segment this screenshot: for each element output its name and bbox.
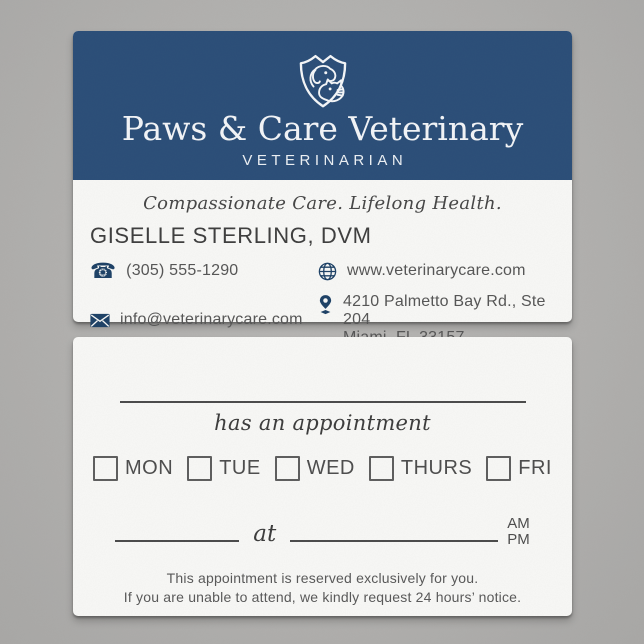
day-label-tue: TUE	[219, 457, 261, 479]
day-item-tue	[187, 456, 261, 481]
shield-dog-cat-icon	[293, 51, 353, 111]
business-card-back	[73, 337, 572, 616]
day-label-fri: FRI	[518, 457, 552, 479]
phone-row	[90, 261, 318, 281]
day-checkbox-thurs	[369, 456, 394, 481]
day-item-mon	[93, 456, 173, 481]
appointment-text: has an appointment	[214, 411, 431, 435]
address-line-1: 4210 Palmetto Bay Rd., Ste 204	[343, 293, 546, 328]
note-line-1: This appointment is reserved exclusively for you.	[166, 570, 479, 586]
note-line-2: If you are unable to attend, we kindly request 24 hours’ notice.	[123, 589, 522, 605]
envelope-icon	[90, 313, 110, 328]
time-row	[73, 515, 572, 548]
front-card-body	[73, 180, 572, 347]
am-label: AM	[507, 515, 530, 532]
day-checkbox-mon	[93, 456, 118, 481]
business-card-front	[73, 31, 572, 328]
patient-name-blank-line	[120, 401, 526, 403]
time-blank-line-left	[115, 540, 239, 542]
day-item-thurs	[369, 456, 472, 481]
website-url: www.veterinarycare.com	[347, 262, 526, 279]
day-checkbox-wed	[275, 456, 300, 481]
am-pm-labels	[507, 516, 530, 548]
telephone-icon: ☎	[90, 259, 117, 283]
day-item-wed	[275, 456, 355, 481]
globe-icon	[318, 262, 337, 281]
map-pin-icon	[318, 294, 333, 315]
time-blank-line-right	[290, 540, 498, 542]
front-card-header	[73, 31, 572, 180]
tagline: Compassionate Care. Lifelong Health.	[143, 193, 502, 214]
at-label: at	[253, 521, 277, 547]
day-checkbox-tue	[187, 456, 212, 481]
person-name: GISELLE STERLING, DVM	[90, 223, 372, 248]
phone-number: (305) 555-1290	[126, 262, 239, 279]
day-label-wed: WED	[306, 457, 355, 479]
appointment-notes	[73, 569, 572, 607]
day-checkbox-fri	[486, 456, 511, 481]
contact-info	[90, 261, 572, 347]
day-label-thurs: THURS	[400, 457, 473, 479]
pm-label: PM	[507, 531, 530, 548]
weekday-checkbox-row	[73, 456, 572, 481]
day-item-fri	[486, 456, 552, 481]
business-name: Paws & Care Veterinary	[121, 109, 524, 148]
website-row	[318, 261, 572, 281]
email-address: info@veterinarycare.com	[120, 311, 303, 328]
day-label-mon: MON	[125, 457, 174, 479]
role-subtitle: VETERINARIAN	[242, 152, 408, 169]
